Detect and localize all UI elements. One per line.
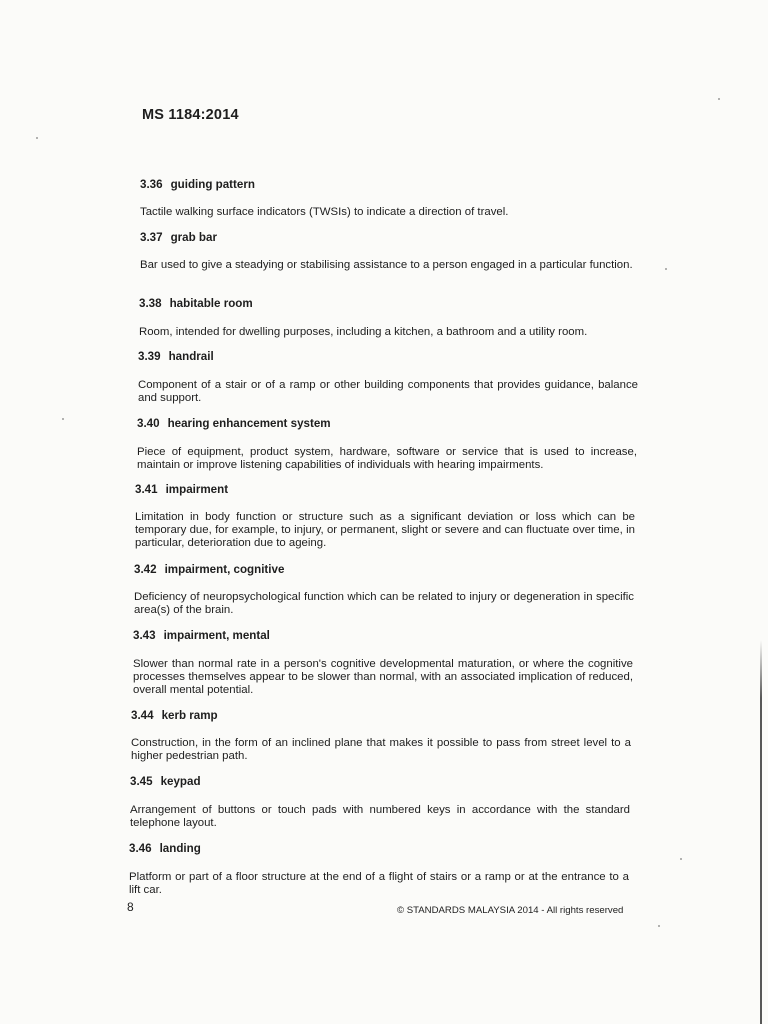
term-number: 3.45: [130, 775, 153, 788]
term-name: handrail: [168, 350, 214, 363]
term-name: impairment, cognitive: [164, 563, 285, 576]
term-name: impairment, mental: [163, 629, 270, 642]
term-name: keypad: [160, 775, 201, 788]
scan-speck: [718, 98, 720, 100]
term-name: habitable room: [169, 297, 253, 310]
term-heading: [135, 483, 228, 496]
term-definition: Construction, in the form of an inclined plane that makes it possible to pass from street level to a higher pedestrian path.: [131, 737, 631, 762]
scan-edge-shadow: [760, 640, 762, 1024]
document-header: MS 1184:2014: [142, 107, 239, 123]
term-number: 3.39: [138, 350, 161, 363]
term-definition: Room, intended for dwelling purposes, including a kitchen, a bathroom and a utility room.: [139, 326, 588, 338]
scan-speck: [36, 137, 38, 139]
scan-speck: [665, 268, 667, 270]
term-number: 3.37: [140, 231, 163, 244]
term-definition: Platform or part of a floor structure at the end of a flight of stairs or a ramp or at the entrance to a lift car.: [129, 871, 629, 896]
term-heading: [134, 563, 284, 576]
term-heading: [130, 775, 201, 788]
scan-speck: [680, 858, 682, 860]
term-definition: Bar used to give a steadying or stabilising assistance to a person engaged in a particular function.: [140, 259, 633, 271]
term-definition: Arrangement of buttons or touch pads with numbered keys in accordance with the standard telephone layout.: [130, 804, 630, 829]
page-number: 8: [127, 900, 134, 914]
term-definition: Tactile walking surface indicators (TWSIs) to indicate a direction of travel.: [140, 206, 509, 218]
term-number: 3.40: [137, 417, 160, 430]
term-heading: [140, 178, 255, 191]
term-name: kerb ramp: [161, 709, 218, 722]
term-definition: Limitation in body function or structure such as a significant deviation or loss which can be temporary due, for example, to injury, or permanent, slight or severe and can fluctuate over time, in particular, deterioration due to ageing.: [135, 511, 635, 549]
term-number: 3.44: [131, 709, 154, 722]
scan-speck: [62, 418, 64, 420]
term-number: 3.46: [129, 842, 152, 855]
term-heading: [131, 709, 218, 722]
term-definition: Piece of equipment, product system, hardware, software or service that is used to increase, maintain or improve listening capabilities of individuals with hearing impairments.: [137, 446, 637, 471]
term-number: 3.38: [139, 297, 162, 310]
term-heading: [137, 417, 331, 430]
term-name: grab bar: [170, 231, 217, 244]
term-heading: [133, 629, 270, 642]
term-number: 3.43: [133, 629, 156, 642]
scan-speck: [658, 925, 660, 927]
copyright-notice: © STANDARDS MALAYSIA 2014 - All rights reserved: [397, 905, 624, 916]
term-heading: [129, 842, 201, 855]
term-number: 3.36: [140, 178, 163, 191]
term-number: 3.41: [135, 483, 158, 496]
term-definition: Component of a stair or of a ramp or other building components that provides guidance, balance and support.: [138, 379, 638, 404]
term-number: 3.42: [134, 563, 157, 576]
term-name: guiding pattern: [170, 178, 255, 191]
term-heading: [139, 297, 253, 310]
term-heading: [140, 231, 217, 244]
term-definition: Slower than normal rate in a person's cognitive developmental maturation, or where the cognitive processes themselves appear to be slower than normal, with an associated implication of reduced, overall mental potential.: [133, 658, 633, 696]
term-definition: Deficiency of neuropsychological function which can be related to injury or degeneration in specific area(s) of the brain.: [134, 591, 634, 616]
term-name: hearing enhancement system: [167, 417, 331, 430]
term-heading: [138, 350, 214, 363]
term-name: impairment: [165, 483, 229, 496]
term-name: landing: [159, 842, 201, 855]
